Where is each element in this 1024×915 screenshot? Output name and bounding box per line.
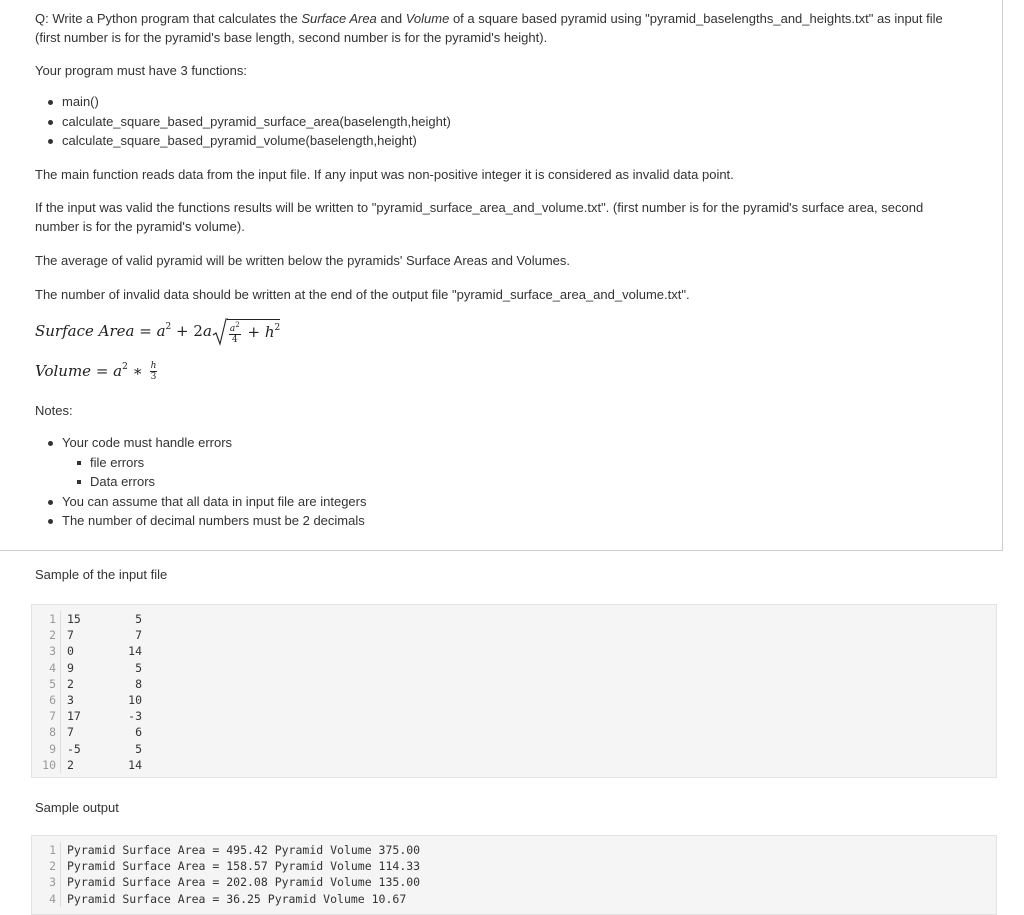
input-code-block <box>31 604 997 778</box>
line-number: 7 <box>32 708 61 724</box>
average-paragraph: The average of valid pyramid will be written below the pyramids' Surface Areas and Volumes. <box>35 253 571 268</box>
formula-fraction <box>229 321 241 345</box>
output-text: Pyramid Surface Area = 202.08 Pyramid Volume 135.00 <box>67 875 421 890</box>
input-line <box>32 757 996 773</box>
question-line-1 <box>35 9 943 28</box>
line-number: 2 <box>32 627 61 643</box>
frac-den: 4 <box>231 335 238 345</box>
height-value: 10 <box>128 692 142 707</box>
height-value: 5 <box>135 612 142 626</box>
line-number: 8 <box>32 724 61 740</box>
formula-op: + 2 <box>171 322 203 340</box>
note-subitem: file errors <box>35 453 367 473</box>
notes-sublist <box>35 453 367 492</box>
height-value: 8 <box>135 676 142 691</box>
function-item: main() <box>35 92 451 112</box>
input-section-title: Sample of the input file <box>35 567 168 582</box>
input-line <box>32 692 996 708</box>
input-line <box>32 724 996 740</box>
base-length-value: 0 <box>67 644 74 659</box>
height-value: 5 <box>135 741 142 756</box>
height-value: 5 <box>135 660 142 675</box>
valid-paragraph-line-1: If the input was valid the functions results will be written to "pyramid_surface_area_and_volume.txt". (first number is for the pyramid's surface area, second <box>35 200 924 215</box>
line-number: 4 <box>32 891 61 907</box>
notes-title: Notes: <box>35 403 73 418</box>
base-length-value: -5 <box>67 741 81 756</box>
formula-var: a <box>202 322 212 340</box>
function-item: calculate_square_based_pyramid_surface_area(baselength,height) <box>35 112 451 132</box>
question-surface-term: Surface Area <box>301 11 377 26</box>
frac-num: h <box>150 361 157 371</box>
formula-lhs: Surface Area <box>35 322 135 340</box>
output-line <box>32 874 996 890</box>
formula-fraction <box>150 362 158 382</box>
question-volume-term: Volume <box>405 11 450 26</box>
valid-paragraph-line-2: number is for the pyramid's volume). <box>35 219 245 234</box>
functions-intro: Your program must have 3 functions: <box>35 63 247 78</box>
base-length-value: 2 <box>67 757 74 772</box>
note-item: The number of decimal numbers must be 2 decimals <box>35 511 367 531</box>
input-line <box>32 741 996 757</box>
output-line <box>32 891 996 907</box>
height-value: 6 <box>135 725 142 740</box>
formula-op: ∗ <box>127 362 148 380</box>
height-value: -3 <box>128 709 142 724</box>
formula-var: h <box>264 323 275 341</box>
output-text: Pyramid Surface Area = 495.42 Pyramid Volume 375.00 <box>67 843 421 857</box>
formula-exp: 2 <box>165 322 172 332</box>
line-number: 3 <box>32 643 61 659</box>
height-value: 14 <box>128 644 142 659</box>
functions-list <box>35 92 451 151</box>
volume-formula <box>35 362 159 382</box>
line-number: 10 <box>32 757 61 773</box>
formula-eq: = <box>134 322 157 340</box>
line-number: 1 <box>32 611 61 627</box>
notes-list <box>35 433 367 531</box>
line-number: 6 <box>32 692 61 708</box>
invalid-paragraph: The number of invalid data should be written at the end of the output file "pyramid_surface_area_and_volume.txt". <box>35 287 690 302</box>
question-and: and <box>376 11 406 26</box>
output-code-block <box>31 835 997 915</box>
sqrt-symbol <box>212 318 280 346</box>
frac-den: 3 <box>150 372 157 382</box>
line-number: 2 <box>32 858 61 874</box>
frac-num-exp: 2 <box>235 321 240 329</box>
base-length-value: 2 <box>67 676 74 691</box>
input-line <box>32 627 996 643</box>
formula-var: a <box>113 362 123 380</box>
input-line <box>32 708 996 724</box>
question-text: Q: Write a Python program that calculates the <box>35 11 302 26</box>
formula-op: + <box>242 323 265 341</box>
note-item: Your code must handle errors <box>35 433 367 453</box>
formula-var: a <box>156 322 166 340</box>
output-text: Pyramid Surface Area = 36.25 Pyramid Volume 10.67 <box>67 891 407 906</box>
note-subitem: Data errors <box>35 472 367 492</box>
output-line <box>32 858 996 874</box>
note-sublist-wrapper <box>35 453 367 492</box>
surface-area-formula <box>35 318 280 346</box>
question-line-2: (first number is for the pyramid's base length, second number is for the pyramid's height). <box>35 30 548 45</box>
output-text: Pyramid Surface Area = 158.57 Pyramid Volume 114.33 <box>67 859 421 874</box>
question-text-end: of a square based pyramid using "pyramid_baselengths_and_heights.txt" as input file <box>449 11 943 26</box>
formula-exp: 2 <box>122 362 128 372</box>
frac-num: a <box>229 324 236 334</box>
output-section-title: Sample output <box>35 800 119 815</box>
base-length-value: 17 <box>67 709 81 724</box>
base-length-value: 3 <box>67 692 74 707</box>
formula-eq: = <box>91 362 114 380</box>
input-line <box>32 643 996 659</box>
note-item: You can assume that all data in input file are integers <box>35 492 367 512</box>
line-number: 5 <box>32 676 61 692</box>
main-function-paragraph: The main function reads data from the input file. If any input was non-positive integer it is considered as invalid data point. <box>35 167 734 182</box>
base-length-value: 9 <box>67 660 74 675</box>
base-length-value: 7 <box>67 725 74 740</box>
formula-exp: 2 <box>274 323 281 333</box>
line-number: 4 <box>32 660 61 676</box>
line-number: 3 <box>32 874 61 890</box>
input-line <box>32 676 996 692</box>
input-line <box>32 611 996 627</box>
height-value: 14 <box>128 757 142 772</box>
base-length-value: 15 <box>67 612 81 626</box>
base-length-value: 7 <box>67 628 74 643</box>
input-line <box>32 660 996 676</box>
function-item: calculate_square_based_pyramid_volume(baselength,height) <box>35 131 451 151</box>
output-line <box>32 842 996 858</box>
line-number: 9 <box>32 741 61 757</box>
height-value: 7 <box>135 628 142 643</box>
formula-lhs: Volume <box>35 362 92 380</box>
line-number: 1 <box>32 842 61 858</box>
